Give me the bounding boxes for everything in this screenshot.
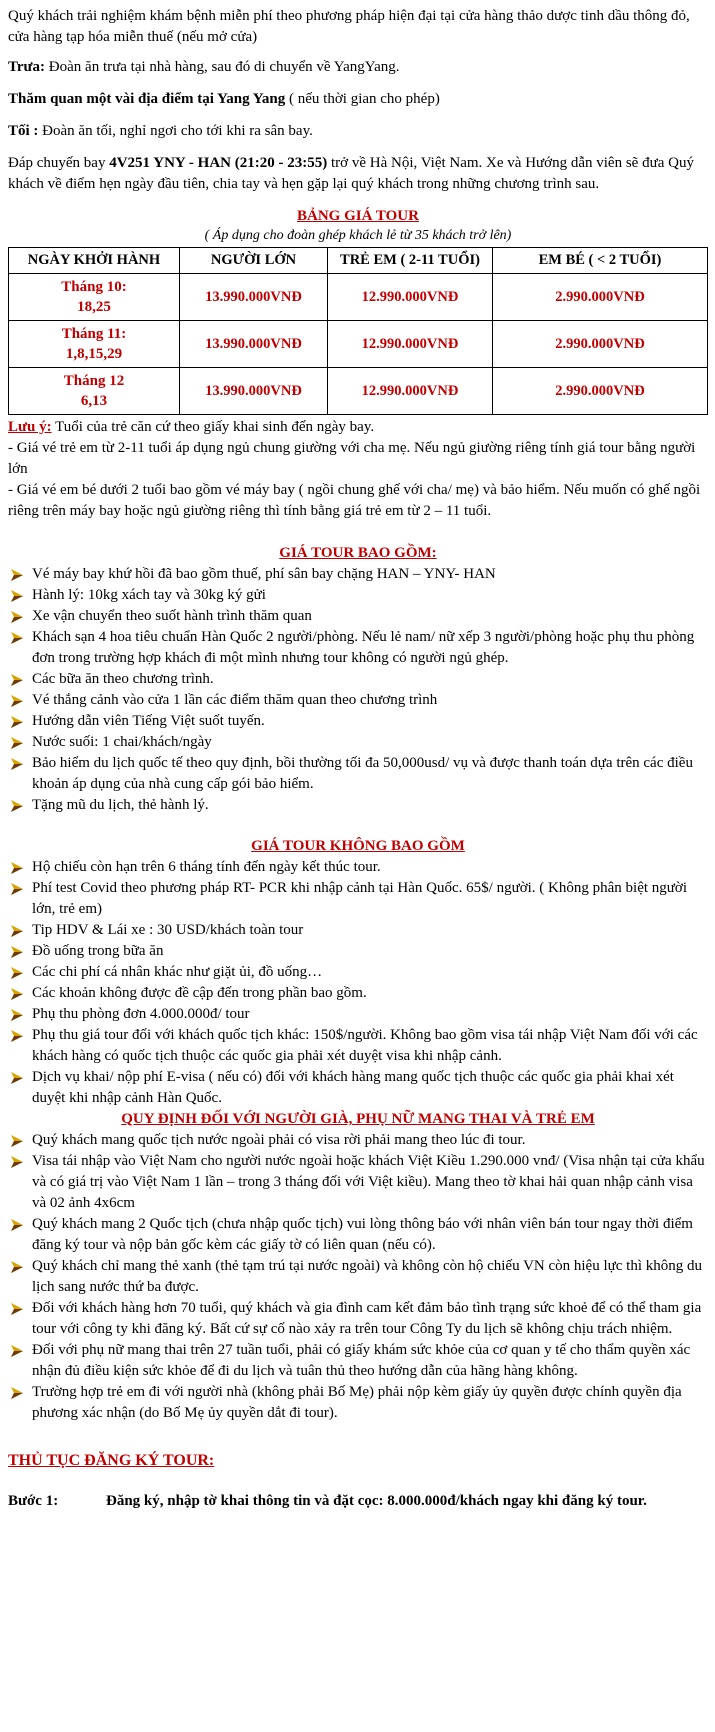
list-item-text: Trường hợp trẻ em đi với người nhà (không phải Bố Mẹ) phải nộp kèm giấy ủy quyền được chính quyền địa phương xác nhận (do Bố Mẹ ủy quyền dắt đi tour). xyxy=(32,1384,682,1421)
price-table-subtitle: ( Áp dụng cho đoàn ghép khách lẻ từ 35 khách trở lên) xyxy=(204,228,512,243)
day-list: 18,25 xyxy=(77,299,111,315)
rules-list xyxy=(8,1130,708,1424)
list-item-text: Các khoản không được đề cập đến trong phần bao gồm. xyxy=(32,985,367,1001)
arrow-bullet-icon xyxy=(10,1218,24,1232)
list-item xyxy=(8,983,708,1004)
list-item xyxy=(8,1382,708,1424)
intro-paragraph: Quý khách trải nghiệm khám bệnh miễn phí theo phương pháp hiện đại tại cửa hàng thảo dược tinh dầu thông đỏ, cửa hàng tạp hóa miễn thuế (nếu mở cửa) xyxy=(8,8,690,45)
header-adult: NGƯỜI LỚN xyxy=(180,248,328,274)
child-price: 12.990.000VNĐ xyxy=(328,321,493,368)
list-item-text: Khách sạn 4 hoa tiêu chuẩn Hàn Quốc 2 người/phòng. Nếu lẻ nam/ nữ xếp 3 người/phòng hoặc phụ thu phòng đơn trong trường hợp khách đi một mình nhưng tour không có người ngủ ghép. xyxy=(32,629,695,666)
arrow-bullet-icon xyxy=(10,799,24,813)
arrow-bullet-icon xyxy=(10,945,24,959)
list-item xyxy=(8,1004,708,1025)
step-1-text: Đăng ký, nhập tờ khai thông tin và đặt cọc: 8.000.000đ/khách ngay khi đăng ký tour. xyxy=(106,1493,647,1509)
day-list: 6,13 xyxy=(80,393,108,409)
list-item-text: Quý khách chỉ mang thẻ xanh (thẻ tạm trú tại nước ngoài) và không còn hộ chiếu VN còn hiệu lực thì không du lịch sang nước thứ ba được. xyxy=(32,1258,703,1295)
rules-title: QUY ĐỊNH ĐỐI VỚI NGƯỜI GIÀ, PHỤ NỮ MANG THAI VÀ TRẺ EM xyxy=(121,1111,595,1127)
day-list: 1,8,15,29 xyxy=(65,346,123,362)
list-item-text: Đồ uống trong bữa ăn xyxy=(32,943,164,959)
list-item xyxy=(8,1025,708,1067)
list-item xyxy=(8,1130,708,1151)
arrow-bullet-icon xyxy=(10,861,24,875)
flight-pre: Đáp chuyến bay xyxy=(8,155,110,171)
lunch-text: Đoàn ăn trưa tại nhà hàng, sau đó di chuyển về YangYang. xyxy=(45,59,400,75)
table-row xyxy=(9,321,708,368)
lunch-line xyxy=(8,57,708,78)
arrow-bullet-icon xyxy=(10,882,24,896)
list-item xyxy=(8,857,708,878)
list-item xyxy=(8,564,708,585)
excluded-list xyxy=(8,857,708,1109)
arrow-bullet-icon xyxy=(10,589,24,603)
arrow-bullet-icon xyxy=(10,736,24,750)
flight-code: 4V251 YNY - HAN (21:20 - 23:55) xyxy=(109,155,328,171)
list-item xyxy=(8,711,708,732)
lunch-label: Trưa: xyxy=(8,59,46,75)
list-item xyxy=(8,753,708,795)
departure-cell xyxy=(9,368,180,415)
list-item-text: Phụ thu phòng đơn 4.000.000đ/ tour xyxy=(32,1006,250,1022)
flight-paragraph xyxy=(8,153,708,195)
list-item xyxy=(8,585,708,606)
baby-price: 2.990.000VNĐ xyxy=(493,274,708,321)
arrow-bullet-icon xyxy=(10,1302,24,1316)
list-item xyxy=(8,1067,708,1109)
header-departure: NGÀY KHỞI HÀNH xyxy=(9,248,180,274)
list-item-text: Tip HDV & Lái xe : 30 USD/khách toàn tour xyxy=(32,922,304,938)
note-label: Lưu ý: xyxy=(8,419,52,435)
child-price: 12.990.000VNĐ xyxy=(328,368,493,415)
included-title: GIÁ TOUR BAO GỒM: xyxy=(279,545,437,561)
list-item-text: Hướng dẫn viên Tiếng Việt suốt tuyến. xyxy=(32,713,265,729)
list-item xyxy=(8,920,708,941)
arrow-bullet-icon xyxy=(10,1344,24,1358)
list-item-text: Đối với khách hàng hơn 70 tuổi, quý khách và gia đình cam kết đảm bảo tình trạng sức khoẻ để có thể tham gia tour với công ty khi đăng ký. Bất cứ sự cố nào xảy ra trên tour Công Ty du lịch sẽ không chịu trách nhiệm. xyxy=(32,1300,702,1337)
list-item xyxy=(8,669,708,690)
arrow-bullet-icon xyxy=(10,673,24,687)
list-item xyxy=(8,1214,708,1256)
month-label: Tháng 12 xyxy=(63,373,125,389)
arrow-bullet-icon xyxy=(10,1155,24,1169)
adult-price: 13.990.000VNĐ xyxy=(180,368,328,415)
price-table-header-row xyxy=(9,248,708,274)
step-1-label: Bước 1: xyxy=(8,1493,59,1509)
departure-cell xyxy=(9,321,180,368)
list-item xyxy=(8,627,708,669)
arrow-bullet-icon xyxy=(10,1134,24,1148)
list-item-text: Hộ chiếu còn hạn trên 6 tháng tính đến ngày kết thúc tour. xyxy=(32,859,381,875)
arrow-bullet-icon xyxy=(10,966,24,980)
table-row xyxy=(9,274,708,321)
visit-label: Thăm quan một vài địa điểm tại Yang Yang xyxy=(8,91,286,107)
arrow-bullet-icon xyxy=(10,1260,24,1274)
list-item xyxy=(8,795,708,816)
list-item xyxy=(8,1340,708,1382)
registration-title: THỦ TỤC ĐĂNG KÝ TOUR: xyxy=(8,1452,215,1469)
month-label: Tháng 11: xyxy=(61,326,127,342)
arrow-bullet-icon xyxy=(10,715,24,729)
note-line xyxy=(8,417,708,438)
list-item-text: Các bữa ăn theo chương trình. xyxy=(32,671,214,687)
list-item-text: Các chi phí cá nhân khác như giặt ủi, đồ uống… xyxy=(32,964,323,980)
arrow-bullet-icon xyxy=(10,694,24,708)
price-table-title: BẢNG GIÁ TOUR xyxy=(297,208,419,224)
list-item-text: Quý khách mang 2 Quốc tịch (chưa nhập quốc tịch) vui lòng thông báo với nhân viên bán tour ngay thời điểm đăng ký tour và nộp bản gốc kèm các giấy tờ có liên quan (nếu có). xyxy=(32,1216,693,1253)
arrow-bullet-icon xyxy=(10,631,24,645)
step-1 xyxy=(8,1491,708,1512)
list-item-text: Vé máy bay khứ hồi đã bao gồm thuế, phí sân bay chặng HAN – YNY- HAN xyxy=(32,566,496,582)
list-item-text: Dịch vụ khai/ nộp phí E-visa ( nếu có) đối với khách hàng mang quốc tịch thuộc các quốc gia phải khai xét duyệt khi nhập cảnh Hàn Quốc. xyxy=(32,1069,674,1106)
baby-price: 2.990.000VNĐ xyxy=(493,368,708,415)
arrow-bullet-icon xyxy=(10,610,24,624)
departure-cell xyxy=(9,274,180,321)
child-price: 12.990.000VNĐ xyxy=(328,274,493,321)
list-item-text: Quý khách mang quốc tịch nước ngoài phải có visa rời phải mang theo lúc đi tour. xyxy=(32,1132,526,1148)
excluded-title: GIÁ TOUR KHÔNG BAO GỒM xyxy=(251,838,465,854)
list-item-text: Hành lý: 10kg xách tay và 30kg ký gửi xyxy=(32,587,266,603)
list-item xyxy=(8,878,708,920)
baby-price: 2.990.000VNĐ xyxy=(493,321,708,368)
list-item xyxy=(8,941,708,962)
list-item-text: Bảo hiểm du lịch quốc tế theo quy định, bồi thường tối đa 50,000usd/ vụ và được thanh toán dựa trên các điều khoản áp dụng của nhà cung cấp gói bảo hiểm. xyxy=(32,755,693,792)
tour-document xyxy=(8,6,708,1512)
list-item-text: Đối với phụ nữ mang thai trên 27 tuần tuổi, phải có giấy khám sức khỏe của cơ quan y tế cho thẩm quyền xác nhận đủ điều kiện sức khỏe để đi du lịch và tuân thủ theo hướng dẫn của hãng hàng không. xyxy=(32,1342,691,1379)
arrow-bullet-icon xyxy=(10,757,24,771)
note-text: Tuổi của trẻ căn cứ theo giấy khai sinh đến ngày bay. xyxy=(51,419,375,435)
flight-post: trở về Hà Nội, Việt Nam. Xe và Hướng dẫn viên sẽ đưa Quý khách về điểm hẹn ngày đầu tiên, chia tay và hẹn gặp lại quý khách trong những chương trình sau. xyxy=(8,155,694,192)
arrow-bullet-icon xyxy=(10,987,24,1001)
dinner-label: Tối : xyxy=(8,123,39,139)
note-baby-line: - Giá vé em bé dưới 2 tuổi bao gồm vé máy bay ( ngồi chung ghế với cha/ mẹ) và bảo hiểm. Nếu muốn có ghế ngồi riêng trên máy bay hoặc ngủ giường riêng thì tính bằng giá trẻ em từ 2 – 11 tuổi. xyxy=(8,482,701,519)
header-child: TRẺ EM ( 2-11 TUỔI) xyxy=(328,248,493,274)
header-baby: EM BÉ ( < 2 TUỔI) xyxy=(493,248,708,274)
price-table xyxy=(8,247,708,415)
list-item-text: Vé thắng cảnh vào cửa 1 lần các điểm thăm quan theo chương trình xyxy=(32,692,438,708)
list-item xyxy=(8,1256,708,1298)
list-item-text: Phụ thu giá tour đối với khách quốc tịch khác: 150$/người. Không bao gồm visa tái nhập Việt Nam đối với các khách hàng có quốc tịch thuộc các quốc gia phải xét duyệt visa khi nhập cảnh. xyxy=(32,1027,698,1064)
table-row xyxy=(9,368,708,415)
adult-price: 13.990.000VNĐ xyxy=(180,321,328,368)
dinner-line xyxy=(8,121,708,142)
list-item xyxy=(8,962,708,983)
arrow-bullet-icon xyxy=(10,1029,24,1043)
list-item-text: Tặng mũ du lịch, thẻ hành lý. xyxy=(32,797,209,813)
list-item-text: Xe vận chuyển theo suốt hành trình thăm quan xyxy=(32,608,312,624)
note-child-line: - Giá vé trẻ em từ 2-11 tuổi áp dụng ngủ chung giường với cha mẹ. Nếu ngủ giường riêng tính giá tour bằng người lớn xyxy=(8,440,696,477)
list-item-text: Nước suối: 1 chai/khách/ngày xyxy=(32,734,212,750)
list-item xyxy=(8,732,708,753)
list-item-text: Phí test Covid theo phương pháp RT- PCR khi nhập cảnh tại Hàn Quốc. 65$/ người. ( Không phân biệt người lớn, trẻ em) xyxy=(32,880,688,917)
list-item xyxy=(8,1151,708,1214)
arrow-bullet-icon xyxy=(10,568,24,582)
list-item xyxy=(8,606,708,627)
list-item-text: Visa tái nhập vào Việt Nam cho người nước ngoài hoặc khách Việt Kiều 1.290.000 vnđ/ (Visa nhận tại cửa khẩu và có giá trị vào Việt Nam 1 lần – trong 3 tháng đối với Việt kiều). Mang theo tờ khai hải quan nhập cảnh visa và 02 ảnh 4x6cm xyxy=(32,1153,705,1211)
visit-text: ( nếu thời gian cho phép) xyxy=(285,91,440,107)
adult-price: 13.990.000VNĐ xyxy=(180,274,328,321)
arrow-bullet-icon xyxy=(10,1008,24,1022)
included-list xyxy=(8,564,708,816)
list-item xyxy=(8,690,708,711)
visit-line xyxy=(8,89,708,110)
arrow-bullet-icon xyxy=(10,1386,24,1400)
dinner-text: Đoàn ăn tối, nghỉ ngơi cho tới khi ra sân bay. xyxy=(38,123,313,139)
price-section xyxy=(8,206,708,415)
month-label: Tháng 10: xyxy=(61,279,127,295)
note-section xyxy=(8,417,708,522)
arrow-bullet-icon xyxy=(10,924,24,938)
itinerary-section xyxy=(8,6,708,195)
list-item xyxy=(8,1298,708,1340)
arrow-bullet-icon xyxy=(10,1071,24,1085)
